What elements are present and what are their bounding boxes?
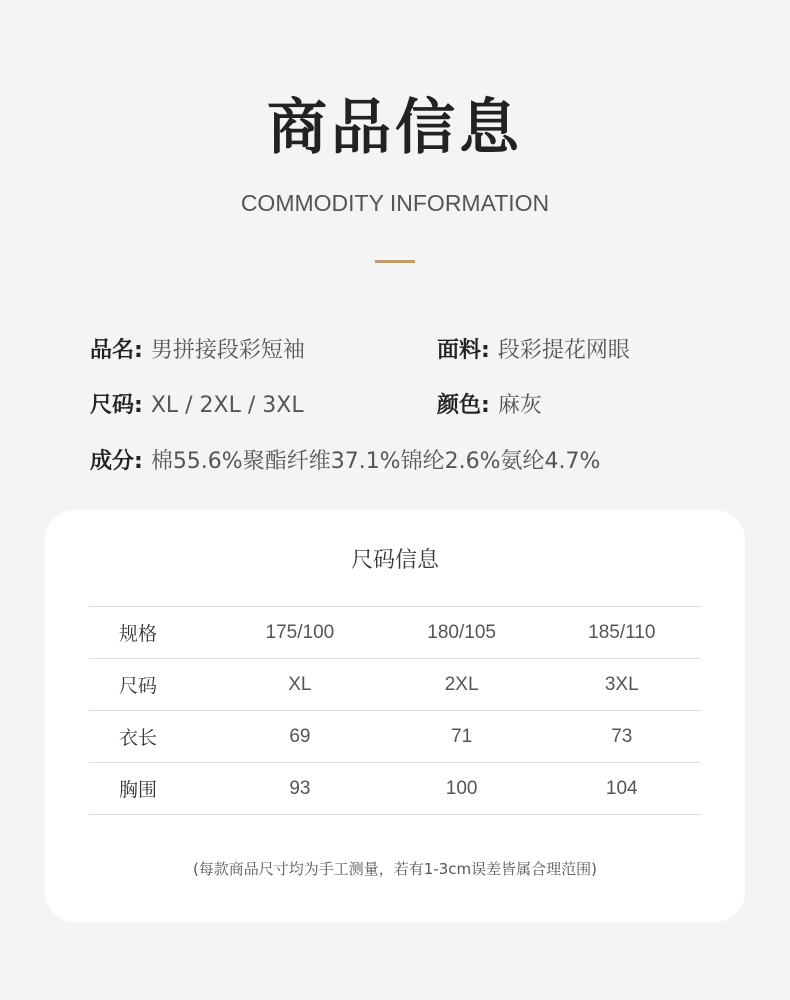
info-value: 段彩提花网眼 xyxy=(497,338,630,363)
info-value: XL / 2XL / 3XL xyxy=(150,393,304,418)
size-table xyxy=(89,606,701,815)
table-cell: 73 xyxy=(543,711,701,763)
size-card-title: 尺码信息 xyxy=(350,548,439,573)
info-product-name xyxy=(90,336,305,366)
info-label: 成分: xyxy=(90,449,143,474)
info-color xyxy=(437,391,542,421)
info-label: 尺码: xyxy=(90,393,143,418)
accent-divider xyxy=(375,260,415,263)
page-title: 商品信息 xyxy=(267,93,523,163)
table-cell: 180/105 xyxy=(381,607,543,659)
info-value: 麻灰 xyxy=(497,393,542,418)
row-label: 胸围 xyxy=(89,763,219,815)
info-value: 棉55.6%聚酯纤维37.1%锦纶2.6%氨纶4.7% xyxy=(150,449,601,474)
table-cell: 185/110 xyxy=(543,607,701,659)
info-label: 颜色: xyxy=(437,393,490,418)
table-row xyxy=(89,659,701,711)
table-cell: 104 xyxy=(543,763,701,815)
table-cell: 3XL xyxy=(543,659,701,711)
table-cell: 69 xyxy=(219,711,381,763)
table-cell: 100 xyxy=(381,763,543,815)
table-row xyxy=(89,607,701,659)
info-label: 品名: xyxy=(90,338,143,363)
info-label: 面料: xyxy=(437,338,490,363)
row-label: 尺码 xyxy=(89,659,219,711)
page-subtitle: COMMODITY INFORMATION xyxy=(240,190,550,216)
table-cell: 2XL xyxy=(381,659,543,711)
size-info-card xyxy=(45,510,745,922)
table-cell: 175/100 xyxy=(219,607,381,659)
info-fabric xyxy=(437,336,630,366)
table-cell: 93 xyxy=(219,763,381,815)
table-cell: XL xyxy=(219,659,381,711)
table-row xyxy=(89,763,701,815)
info-value: 男拼接段彩短袖 xyxy=(150,338,305,363)
table-row xyxy=(89,711,701,763)
info-size xyxy=(90,391,304,421)
row-label: 规格 xyxy=(89,607,219,659)
table-cell: 71 xyxy=(381,711,543,763)
info-composition xyxy=(90,447,600,477)
measurement-note: (每款商品尺寸均为手工测量，若有1-3cm误差皆属合理范围) xyxy=(192,860,598,878)
row-label: 衣长 xyxy=(89,711,219,763)
